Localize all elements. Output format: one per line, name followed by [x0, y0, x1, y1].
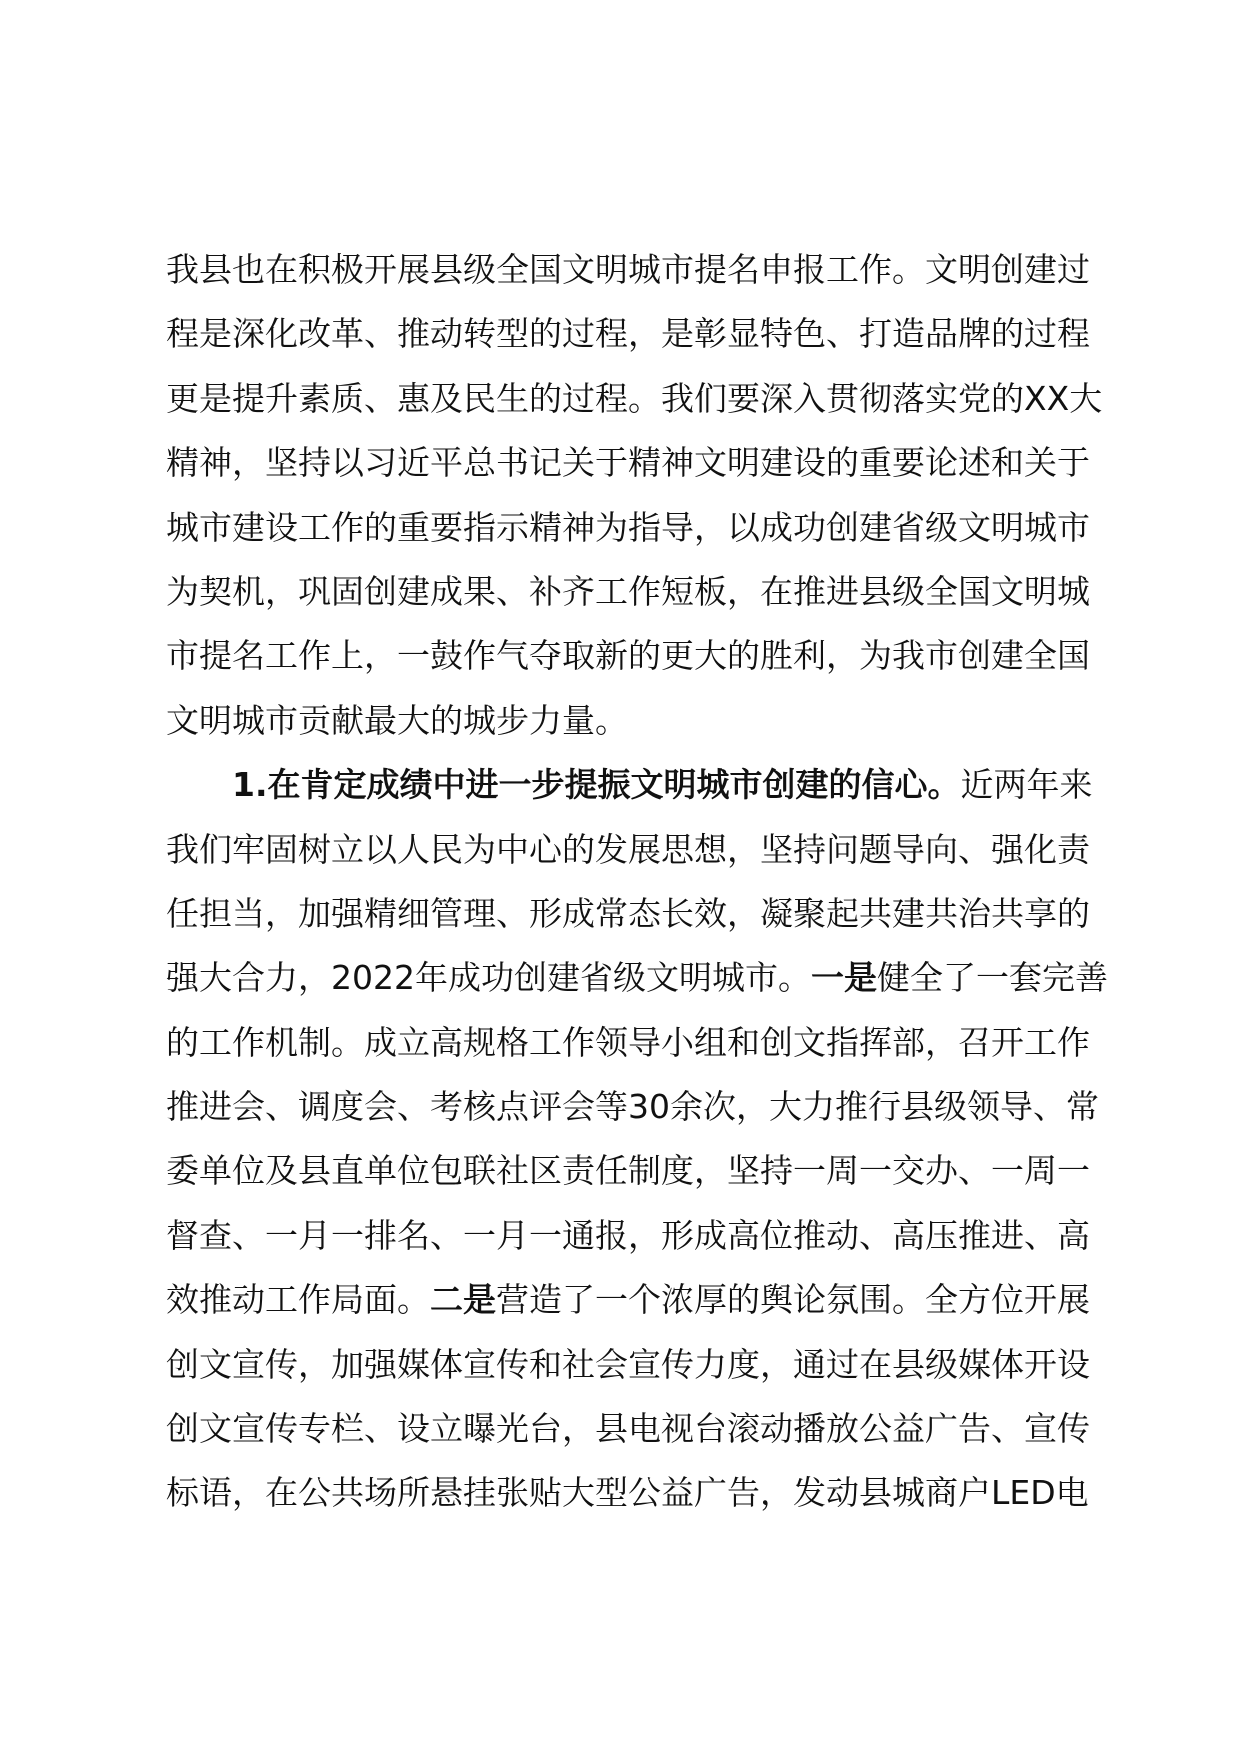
text-run: 更是提升素质、惠及民生的过程。我们要深入贯彻落实党的XX大 [166, 378, 1103, 418]
body-text [166, 238, 1106, 1526]
section-heading: 1.在肯定成绩中进一步提振文明城市创建的信心。 [232, 765, 961, 805]
text-run: 标语，在公共场所悬挂张贴大型公益广告，发动县城商户LED电 [166, 1473, 1089, 1513]
text-run: 健全了一套完善 [876, 958, 1108, 998]
text-run: 营造了一个浓厚的舆论氛围。全方位开展 [496, 1280, 1090, 1320]
text-line [166, 496, 1106, 560]
text-run: 强大合力，2022年成功创建省级文明城市。 [166, 958, 811, 998]
text-line [166, 560, 1106, 624]
text-line [166, 689, 1106, 753]
text-run: 我们牢固树立以人民为中心的发展思想，坚持问题导向、强化责 [166, 829, 1090, 869]
emphasis-first: 一是 [810, 958, 877, 998]
section-heading-line [166, 753, 1106, 817]
text-run: 效推动工作局面。 [166, 1280, 430, 1320]
text-line [166, 624, 1106, 688]
text-run: 我县也在积极开展县级全国文明城市提名申报工作。文明创建过 [166, 250, 1090, 289]
text-line [166, 946, 1106, 1010]
text-line [166, 818, 1106, 882]
text-line [166, 1268, 1106, 1332]
text-line [166, 431, 1106, 495]
text-run: 的工作机制。成立高规格工作领导小组和创文指挥部，召开工作 [166, 1022, 1090, 1062]
text-line [166, 1139, 1106, 1203]
text-run: 任担当，加强精细管理、形成常态长效，凝聚起共建共治共享的 [166, 893, 1090, 933]
text-run: 城市建设工作的重要指示精神为指导，以成功创建省级文明城市 [166, 507, 1090, 547]
text-run: 为契机，巩固创建成果、补齐工作短板，在推进县级全国文明城 [166, 571, 1090, 611]
text-line [166, 1333, 1106, 1397]
text-line [166, 302, 1106, 366]
text-run: 创文宣传，加强媒体宣传和社会宣传力度，通过在县级媒体开设 [166, 1344, 1090, 1384]
text-run: 推进会、调度会、考核点评会等30余次，大力推行县级领导、常 [166, 1087, 1099, 1127]
text-line [166, 882, 1106, 946]
text-run: 程是深化改革、推动转型的过程，是彰显特色、打造品牌的过程 [166, 314, 1090, 354]
text-line [166, 238, 1106, 302]
emphasis-second: 二是 [430, 1280, 496, 1320]
text-line [166, 367, 1106, 431]
text-run: 近两年来 [960, 765, 1093, 805]
text-line [166, 1397, 1106, 1461]
text-run: 文明城市贡献最大的城步力量。 [166, 700, 628, 740]
text-run: 委单位及县直单位包联社区责任制度，坚持一周一交办、一周一 [166, 1151, 1090, 1191]
text-line [166, 1011, 1106, 1075]
text-run: 创文宣传专栏、设立曝光台，县电视台滚动播放公益广告、宣传 [166, 1409, 1090, 1449]
text-line [166, 1204, 1106, 1268]
text-line [166, 1461, 1106, 1525]
text-run: 督查、一月一排名、一月一通报，形成高位推动、高压推进、高 [166, 1215, 1090, 1255]
text-line [166, 1075, 1106, 1139]
text-run: 市提名工作上，一鼓作气夺取新的更大的胜利，为我市创建全国 [166, 636, 1090, 676]
text-run: 精神，坚持以习近平总书记关于精神文明建设的重要论述和关于 [166, 443, 1090, 483]
